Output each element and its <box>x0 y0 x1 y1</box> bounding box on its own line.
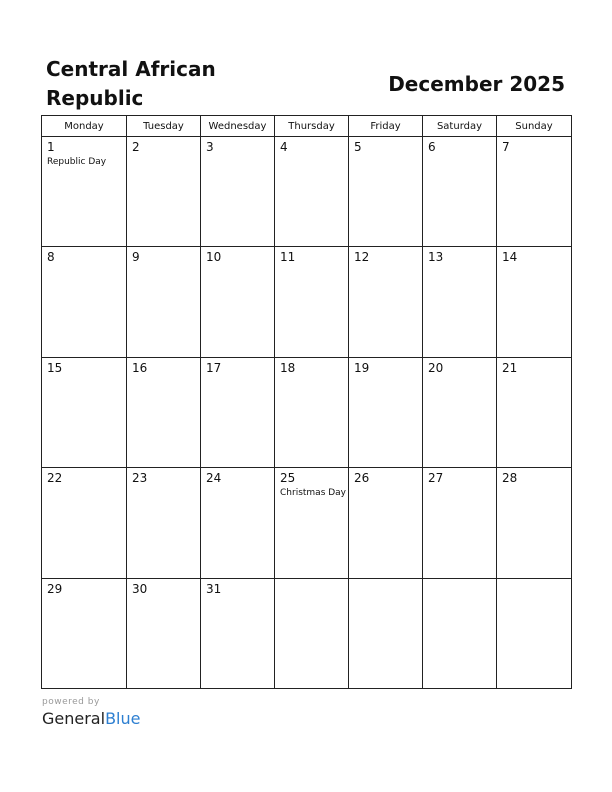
footer-logo <box>42 697 140 729</box>
day-cell <box>497 247 572 357</box>
holiday-label <box>127 375 200 376</box>
day-cell <box>42 578 127 688</box>
day-cell <box>127 357 201 467</box>
day-number: 27 <box>428 471 444 486</box>
day-cell <box>275 247 349 357</box>
day-number: 31 <box>206 581 222 596</box>
holiday-label <box>423 375 496 376</box>
holiday-label <box>349 154 422 155</box>
day-cell <box>423 247 497 357</box>
country-title: Central African Republic <box>46 57 216 110</box>
day-number: 18 <box>280 360 296 375</box>
weekday-wednesday: Wednesday <box>201 116 275 137</box>
day-number: 22 <box>47 471 63 486</box>
day-number: 24 <box>206 471 222 486</box>
brand-name-general: General <box>42 709 106 728</box>
holiday-label <box>497 264 571 265</box>
day-cell <box>201 468 275 578</box>
day-number: 30 <box>132 581 148 596</box>
weekday-header-row <box>42 116 572 137</box>
holiday-label <box>201 596 274 597</box>
day-cell <box>497 578 572 688</box>
day-cell <box>127 578 201 688</box>
day-cell <box>423 578 497 688</box>
day-number: 8 <box>47 250 55 265</box>
weekday-friday: Friday <box>349 116 423 137</box>
day-number: 2 <box>132 140 140 154</box>
day-number: 29 <box>47 581 63 596</box>
weekday-thursday: Thursday <box>275 116 349 137</box>
day-number: 5 <box>354 140 362 154</box>
day-number: 12 <box>354 250 370 265</box>
week-row <box>42 247 572 357</box>
day-cell <box>349 578 423 688</box>
holiday-label <box>201 375 274 376</box>
day-cell <box>201 247 275 357</box>
brand-logo <box>42 709 140 729</box>
day-number: 25 <box>280 471 296 486</box>
holiday-label <box>423 485 496 486</box>
day-number: 14 <box>502 250 518 265</box>
day-cell <box>497 468 572 578</box>
day-cell <box>275 357 349 467</box>
day-cell <box>42 357 127 467</box>
day-number: 3 <box>206 140 214 154</box>
day-cell <box>497 357 572 467</box>
day-number: 1 <box>47 140 55 154</box>
day-cell <box>349 137 423 247</box>
holiday-label <box>127 154 200 155</box>
holiday-label <box>349 264 422 265</box>
day-number: 28 <box>502 471 518 486</box>
day-number: 17 <box>206 360 222 375</box>
day-number: 19 <box>354 360 370 375</box>
holiday-label <box>497 485 571 486</box>
holiday-label <box>275 375 348 376</box>
holiday-label <box>423 154 496 155</box>
holiday-label <box>201 154 274 155</box>
holiday-label <box>42 264 126 265</box>
day-cell <box>497 137 572 247</box>
day-number: 7 <box>502 140 510 154</box>
day-number: 9 <box>132 250 140 265</box>
day-number: 26 <box>354 471 370 486</box>
brand-name-blue: Blue <box>105 709 141 728</box>
day-cell <box>42 247 127 357</box>
day-number: 4 <box>280 140 288 154</box>
holiday-label <box>423 582 496 583</box>
day-cell <box>423 357 497 467</box>
holiday-label <box>497 154 571 155</box>
holiday-label: Republic Day <box>47 157 107 167</box>
powered-by-label: powered by <box>42 697 100 707</box>
weekday-tuesday: Tuesday <box>127 116 201 137</box>
calendar-grid <box>41 115 572 689</box>
holiday-label <box>275 582 348 583</box>
day-cell <box>275 578 349 688</box>
day-cell <box>127 137 201 247</box>
day-cell <box>423 137 497 247</box>
holiday-label <box>127 485 200 486</box>
day-number: 10 <box>206 250 222 265</box>
weekday-monday: Monday <box>42 116 127 137</box>
holiday-label <box>201 485 274 486</box>
holiday-label <box>497 582 571 583</box>
holiday-label <box>349 485 422 486</box>
day-cell <box>349 468 423 578</box>
day-number: 20 <box>428 360 444 375</box>
month-year-title: December 2025 <box>388 72 565 96</box>
day-number: 21 <box>502 360 518 375</box>
day-number: 6 <box>428 140 436 154</box>
holiday-label <box>349 582 422 583</box>
week-row <box>42 357 572 467</box>
holiday-label <box>349 375 422 376</box>
holiday-label <box>201 264 274 265</box>
day-cell <box>201 578 275 688</box>
day-cell <box>275 137 349 247</box>
week-row <box>42 137 572 247</box>
holiday-label <box>42 485 126 486</box>
holiday-label <box>423 264 496 265</box>
holiday-label <box>127 596 200 597</box>
day-cell <box>127 247 201 357</box>
holiday-label <box>42 375 126 376</box>
holiday-label: Christmas Day <box>280 488 347 499</box>
day-number: 16 <box>132 360 148 375</box>
day-cell <box>42 137 127 247</box>
day-number: 23 <box>132 471 148 486</box>
day-number: 11 <box>280 250 296 265</box>
day-cell <box>201 137 275 247</box>
day-number: 15 <box>47 360 63 375</box>
weekday-saturday: Saturday <box>423 116 497 137</box>
week-row <box>42 468 572 578</box>
holiday-label <box>127 264 200 265</box>
day-cell <box>423 468 497 578</box>
day-number: 13 <box>428 250 444 265</box>
day-cell <box>201 357 275 467</box>
day-cell <box>42 468 127 578</box>
weekday-sunday: Sunday <box>497 116 572 137</box>
day-cell <box>127 468 201 578</box>
day-cell <box>275 468 349 578</box>
holiday-label <box>275 264 348 265</box>
holiday-label <box>42 596 126 597</box>
day-cell <box>349 357 423 467</box>
week-row <box>42 578 572 688</box>
day-cell <box>349 247 423 357</box>
holiday-label <box>497 375 571 376</box>
holiday-label <box>275 154 348 155</box>
